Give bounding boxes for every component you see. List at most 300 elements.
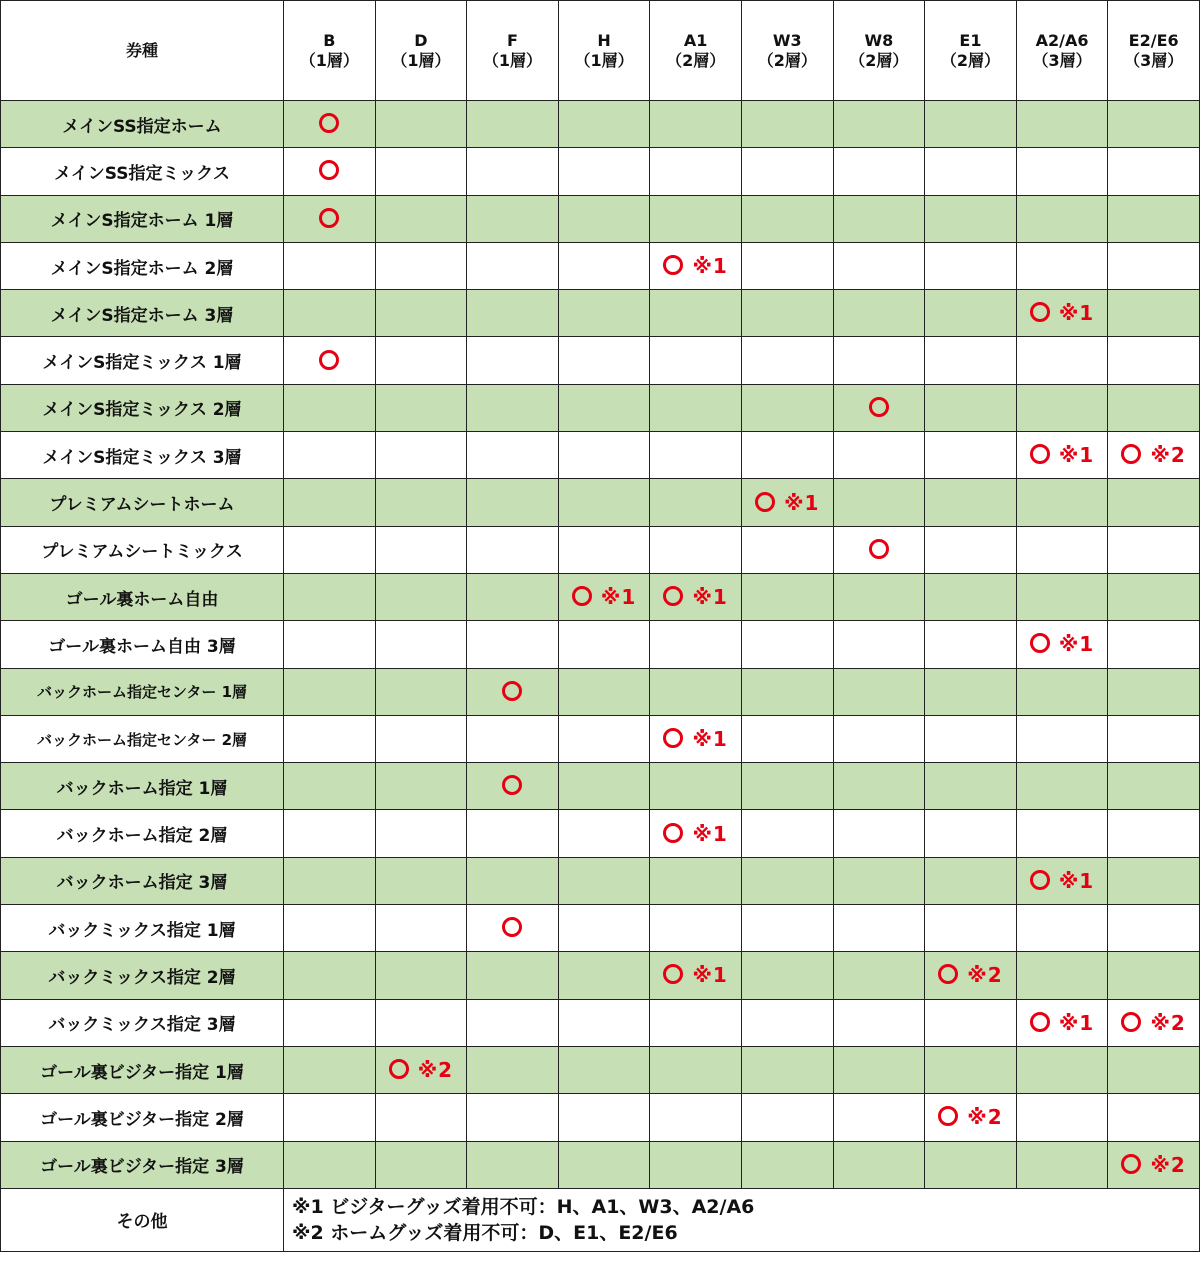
gate-name: E1 bbox=[959, 30, 982, 50]
gate-cell bbox=[833, 857, 925, 904]
table-row bbox=[1, 810, 1200, 857]
header-row bbox=[1, 1, 1200, 101]
circle-mark-icon bbox=[1121, 444, 1141, 464]
gate-cell bbox=[833, 242, 925, 289]
gate-cell bbox=[650, 337, 742, 384]
gate-cell bbox=[925, 242, 1017, 289]
gate-cell bbox=[741, 668, 833, 715]
gate-cell bbox=[925, 857, 1017, 904]
gate-cell bbox=[1108, 1094, 1200, 1141]
gate-floor: （1層） bbox=[299, 50, 359, 70]
circle-mark-icon bbox=[663, 255, 683, 275]
gate-cell bbox=[925, 148, 1017, 195]
gate-cell bbox=[741, 810, 833, 857]
circle-mark-icon bbox=[1030, 870, 1050, 890]
gate-cell bbox=[467, 621, 559, 668]
gate-cell bbox=[375, 432, 467, 479]
gate-cell bbox=[558, 857, 650, 904]
gate-cell bbox=[558, 573, 650, 620]
gate-cell bbox=[284, 1094, 376, 1141]
gate-cell bbox=[467, 526, 559, 573]
gate-cell bbox=[741, 573, 833, 620]
table-row bbox=[1, 763, 1200, 810]
gate-cell bbox=[558, 101, 650, 148]
gate-cell bbox=[467, 715, 559, 762]
ticket-type-cell: バックホーム指定 1層 bbox=[1, 763, 284, 810]
gate-cell bbox=[284, 668, 376, 715]
table-row bbox=[1, 573, 1200, 620]
gate-cell bbox=[284, 905, 376, 952]
gate-cell bbox=[467, 573, 559, 620]
gate-cell bbox=[741, 952, 833, 999]
gate-cell bbox=[1016, 905, 1108, 952]
gate-cell bbox=[1108, 337, 1200, 384]
gate-cell bbox=[558, 290, 650, 337]
gate-cell bbox=[833, 432, 925, 479]
gate-cell bbox=[650, 101, 742, 148]
gate-cell bbox=[925, 905, 1017, 952]
gate-cell bbox=[467, 857, 559, 904]
gate-cell bbox=[650, 290, 742, 337]
circle-mark-icon bbox=[319, 208, 339, 228]
gate-cell bbox=[650, 999, 742, 1046]
gate-cell bbox=[284, 763, 376, 810]
gate-cell bbox=[741, 195, 833, 242]
gate-cell bbox=[1016, 479, 1108, 526]
gate-cell bbox=[833, 715, 925, 762]
gate-cell bbox=[284, 573, 376, 620]
gate-name: F bbox=[507, 30, 518, 50]
circle-mark-icon bbox=[938, 964, 958, 984]
gate-cell bbox=[1016, 573, 1108, 620]
gate-cell bbox=[925, 763, 1017, 810]
note-reference: ※1 bbox=[1058, 632, 1095, 657]
gate-cell bbox=[375, 621, 467, 668]
gate-cell bbox=[741, 621, 833, 668]
gate-cell bbox=[650, 526, 742, 573]
table-row bbox=[1, 526, 1200, 573]
gate-cell bbox=[467, 290, 559, 337]
gate-cell bbox=[375, 1141, 467, 1188]
gate-floor: （2層） bbox=[940, 50, 1001, 70]
gate-cell bbox=[925, 621, 1017, 668]
gate-cell bbox=[650, 432, 742, 479]
ticket-type-cell: メインS指定ホーム 2層 bbox=[1, 242, 284, 289]
gate-cell bbox=[925, 810, 1017, 857]
gate-cell bbox=[375, 101, 467, 148]
gate-cell bbox=[833, 1046, 925, 1093]
gate-cell bbox=[833, 621, 925, 668]
ticket-type-cell: バックホーム指定センター 2層 bbox=[1, 715, 284, 762]
gate-cell bbox=[558, 621, 650, 668]
gate-cell bbox=[467, 148, 559, 195]
table-row bbox=[1, 905, 1200, 952]
gate-cell bbox=[650, 573, 742, 620]
gate-cell bbox=[833, 1141, 925, 1188]
note-reference: ※2 bbox=[1150, 1010, 1186, 1035]
gate-cell bbox=[467, 1046, 559, 1093]
circle-mark-icon bbox=[502, 681, 522, 701]
gate-cell bbox=[925, 1141, 1017, 1188]
gate-cell bbox=[558, 432, 650, 479]
notes-text bbox=[284, 1188, 1200, 1251]
ticket-type-cell: ゴール裏ビジター指定 2層 bbox=[1, 1094, 284, 1141]
table-row bbox=[1, 857, 1200, 904]
gate-cell bbox=[1016, 668, 1108, 715]
gate-cell bbox=[467, 810, 559, 857]
gate-cell bbox=[558, 195, 650, 242]
gate-cell bbox=[375, 668, 467, 715]
circle-mark-icon bbox=[1030, 1012, 1050, 1032]
gate-name: E2/E6 bbox=[1128, 30, 1179, 50]
gate-name: W3 bbox=[772, 30, 802, 50]
gate-cell bbox=[375, 479, 467, 526]
gate-name: W8 bbox=[864, 30, 894, 50]
gate-cell bbox=[284, 290, 376, 337]
gate-cell bbox=[833, 479, 925, 526]
gate-cell bbox=[375, 1046, 467, 1093]
gate-cell bbox=[558, 668, 650, 715]
gate-cell bbox=[925, 101, 1017, 148]
gate-cell bbox=[1108, 1141, 1200, 1188]
gate-cell bbox=[1016, 242, 1108, 289]
gate-cell bbox=[1016, 101, 1108, 148]
ticket-type-cell: プレミアムシートミックス bbox=[1, 526, 284, 573]
gate-cell bbox=[650, 810, 742, 857]
table-row bbox=[1, 432, 1200, 479]
gate-cell bbox=[558, 337, 650, 384]
ticket-type-cell: ゴール裏ホーム自由 3層 bbox=[1, 621, 284, 668]
gate-header bbox=[284, 1, 376, 101]
gate-cell bbox=[741, 999, 833, 1046]
gate-name: B bbox=[323, 30, 336, 50]
ticket-type-cell: メインS指定ミックス 1層 bbox=[1, 337, 284, 384]
gate-header bbox=[925, 1, 1017, 101]
gate-cell bbox=[467, 337, 559, 384]
gate-floor: （2層） bbox=[757, 50, 817, 70]
gate-cell bbox=[1108, 1046, 1200, 1093]
gate-cell bbox=[1016, 148, 1108, 195]
gate-cell bbox=[1108, 195, 1200, 242]
circle-mark-icon bbox=[1030, 302, 1050, 322]
gate-cell bbox=[1016, 290, 1108, 337]
note-reference: ※1 bbox=[1058, 1010, 1095, 1035]
gate-cell bbox=[558, 1141, 650, 1188]
gate-cell bbox=[284, 621, 376, 668]
circle-mark-icon bbox=[389, 1059, 409, 1079]
gate-cell bbox=[284, 432, 376, 479]
table-row bbox=[1, 148, 1200, 195]
gate-cell bbox=[467, 1094, 559, 1141]
gate-cell bbox=[1108, 384, 1200, 431]
gate-cell bbox=[833, 337, 925, 384]
note-reference: ※2 bbox=[1150, 443, 1186, 468]
ticket-type-cell: バックホーム指定 2層 bbox=[1, 810, 284, 857]
gate-cell bbox=[650, 479, 742, 526]
gate-name: A2/A6 bbox=[1035, 30, 1089, 50]
gate-cell bbox=[375, 573, 467, 620]
gate-cell bbox=[467, 384, 559, 431]
gate-cell bbox=[1016, 1046, 1108, 1093]
gate-header bbox=[558, 1, 650, 101]
gate-cell bbox=[284, 715, 376, 762]
gate-cell bbox=[650, 763, 742, 810]
gate-cell bbox=[650, 668, 742, 715]
gate-cell bbox=[925, 526, 1017, 573]
gate-cell bbox=[1108, 148, 1200, 195]
gate-cell bbox=[741, 384, 833, 431]
gate-cell bbox=[925, 999, 1017, 1046]
gate-cell bbox=[1108, 621, 1200, 668]
gate-cell bbox=[741, 905, 833, 952]
gate-cell bbox=[741, 479, 833, 526]
note-reference: ※1 bbox=[1058, 301, 1095, 326]
table-row bbox=[1, 101, 1200, 148]
gate-cell bbox=[558, 952, 650, 999]
note-reference: ※1 bbox=[600, 585, 637, 610]
table-row bbox=[1, 479, 1200, 526]
gate-cell bbox=[1016, 999, 1108, 1046]
note-reference: ※1 bbox=[692, 585, 728, 610]
gate-cell bbox=[925, 479, 1017, 526]
gate-cell bbox=[284, 101, 376, 148]
circle-mark-icon bbox=[869, 539, 889, 559]
table-row bbox=[1, 1094, 1200, 1141]
gate-cell bbox=[925, 432, 1017, 479]
note-reference: ※1 bbox=[692, 727, 728, 751]
gate-cell bbox=[833, 384, 925, 431]
gate-cell bbox=[741, 101, 833, 148]
gate-cell bbox=[1108, 952, 1200, 999]
gate-cell bbox=[925, 337, 1017, 384]
circle-mark-icon bbox=[502, 917, 522, 937]
gate-cell bbox=[284, 810, 376, 857]
gate-floor: （3層） bbox=[1032, 50, 1092, 70]
ticket-type-cell: メインS指定ホーム 1層 bbox=[1, 195, 284, 242]
gate-floor: （3層） bbox=[1124, 50, 1184, 70]
note-reference: ※1 bbox=[692, 821, 728, 846]
gate-cell bbox=[1016, 384, 1108, 431]
gate-cell bbox=[650, 1094, 742, 1141]
gate-name: H bbox=[597, 30, 611, 50]
note-reference: ※1 bbox=[692, 963, 728, 988]
gate-cell bbox=[375, 384, 467, 431]
gate-cell bbox=[650, 242, 742, 289]
gate-cell bbox=[1108, 905, 1200, 952]
gate-cell bbox=[467, 668, 559, 715]
ticket-type-cell: バックホーム指定センター 1層 bbox=[1, 668, 284, 715]
gate-cell bbox=[833, 195, 925, 242]
gate-cell bbox=[558, 715, 650, 762]
ticket-type-cell: メインSS指定ミックス bbox=[1, 148, 284, 195]
circle-mark-icon bbox=[1121, 1012, 1141, 1032]
gate-cell bbox=[467, 952, 559, 999]
gate-cell bbox=[1016, 195, 1108, 242]
gate-cell bbox=[1016, 621, 1108, 668]
gate-cell bbox=[1108, 763, 1200, 810]
gate-cell bbox=[650, 148, 742, 195]
gate-cell bbox=[467, 763, 559, 810]
gate-cell bbox=[467, 432, 559, 479]
gate-cell bbox=[833, 101, 925, 148]
note-reference: ※2 bbox=[1150, 1152, 1186, 1177]
gate-name: A1 bbox=[683, 30, 708, 50]
gate-cell bbox=[1108, 479, 1200, 526]
gate-cell bbox=[375, 242, 467, 289]
gate-cell bbox=[833, 952, 925, 999]
gate-cell bbox=[1016, 763, 1108, 810]
gate-cell bbox=[558, 526, 650, 573]
gate-cell bbox=[741, 242, 833, 289]
gate-cell bbox=[650, 384, 742, 431]
gate-cell bbox=[375, 999, 467, 1046]
table-row bbox=[1, 621, 1200, 668]
gate-cell bbox=[375, 526, 467, 573]
gate-cell bbox=[833, 148, 925, 195]
circle-mark-icon bbox=[319, 113, 339, 133]
ticket-type-cell: バックホーム指定 3層 bbox=[1, 857, 284, 904]
gate-cell bbox=[1016, 810, 1108, 857]
gate-cell bbox=[558, 1094, 650, 1141]
gate-cell bbox=[833, 905, 925, 952]
gate-cell bbox=[375, 148, 467, 195]
gate-cell bbox=[375, 337, 467, 384]
gate-floor: （2層） bbox=[666, 50, 726, 70]
gate-cell bbox=[741, 1046, 833, 1093]
gate-cell bbox=[741, 432, 833, 479]
table-row bbox=[1, 668, 1200, 715]
gate-cell bbox=[741, 715, 833, 762]
gate-cell bbox=[741, 526, 833, 573]
note-1: ※1 ビジターグッズ着用不可：H、A1、W3、A2/A6 bbox=[292, 1195, 755, 1218]
gate-cell bbox=[558, 384, 650, 431]
gate-cell bbox=[558, 242, 650, 289]
gate-header bbox=[833, 1, 925, 101]
ticket-type-header: 券種 bbox=[1, 1, 284, 101]
gate-cell bbox=[650, 952, 742, 999]
gate-cell bbox=[558, 763, 650, 810]
gate-cell bbox=[741, 1094, 833, 1141]
table-row bbox=[1, 290, 1200, 337]
ticket-type-cell: プレミアムシートホーム bbox=[1, 479, 284, 526]
circle-mark-icon bbox=[572, 586, 592, 606]
gate-header bbox=[1016, 1, 1108, 101]
ticket-type-cell: ゴール裏ビジター指定 1層 bbox=[1, 1046, 284, 1093]
gate-cell bbox=[925, 290, 1017, 337]
gate-cell bbox=[833, 810, 925, 857]
table-row bbox=[1, 242, 1200, 289]
gate-cell bbox=[650, 195, 742, 242]
gate-cell bbox=[650, 1141, 742, 1188]
gate-cell bbox=[925, 668, 1017, 715]
circle-mark-icon bbox=[755, 492, 775, 512]
gate-cell bbox=[925, 952, 1017, 999]
gate-cell bbox=[1108, 999, 1200, 1046]
ticket-type-cell: メインSS指定ホーム bbox=[1, 101, 284, 148]
gate-cell bbox=[1016, 1094, 1108, 1141]
gate-cell bbox=[650, 1046, 742, 1093]
gate-cell bbox=[284, 999, 376, 1046]
gate-cell bbox=[558, 905, 650, 952]
gate-cell bbox=[1108, 290, 1200, 337]
gate-cell bbox=[925, 195, 1017, 242]
circle-mark-icon bbox=[1030, 444, 1050, 464]
table-row bbox=[1, 195, 1200, 242]
gate-cell bbox=[650, 857, 742, 904]
gate-cell bbox=[467, 1141, 559, 1188]
gate-cell bbox=[1016, 337, 1108, 384]
gate-cell bbox=[375, 952, 467, 999]
ticket-type-cell: ゴール裏ビジター指定 3層 bbox=[1, 1141, 284, 1188]
ticket-type-cell: バックミックス指定 1層 bbox=[1, 905, 284, 952]
ticket-type-cell: メインS指定ホーム 3層 bbox=[1, 290, 284, 337]
table-row bbox=[1, 715, 1200, 762]
gate-cell bbox=[741, 290, 833, 337]
gate-cell bbox=[1108, 101, 1200, 148]
ticket-type-cell: バックミックス指定 2層 bbox=[1, 952, 284, 999]
gate-cell bbox=[650, 715, 742, 762]
gate-cell bbox=[467, 999, 559, 1046]
gate-cell bbox=[1108, 857, 1200, 904]
gate-cell bbox=[1108, 668, 1200, 715]
gate-cell bbox=[375, 290, 467, 337]
gate-cell bbox=[284, 148, 376, 195]
gate-floor: （1層） bbox=[574, 50, 634, 70]
note-reference: ※2 bbox=[967, 963, 1003, 988]
gate-cell bbox=[284, 384, 376, 431]
gate-cell bbox=[558, 810, 650, 857]
table-row bbox=[1, 1046, 1200, 1093]
gate-cell bbox=[558, 999, 650, 1046]
circle-mark-icon bbox=[1121, 1154, 1141, 1174]
gate-cell bbox=[284, 1046, 376, 1093]
gate-cell bbox=[284, 857, 376, 904]
note-reference: ※1 bbox=[784, 490, 820, 515]
gate-cell bbox=[741, 857, 833, 904]
gate-cell bbox=[925, 1046, 1017, 1093]
gate-cell bbox=[741, 1141, 833, 1188]
ticket-type-cell: ゴール裏ホーム自由 bbox=[1, 573, 284, 620]
gate-cell bbox=[833, 573, 925, 620]
gate-cell bbox=[833, 668, 925, 715]
note-reference: ※1 bbox=[1058, 443, 1095, 468]
gate-cell bbox=[284, 337, 376, 384]
gate-cell bbox=[1016, 432, 1108, 479]
ticket-type-cell: メインS指定ミックス 2層 bbox=[1, 384, 284, 431]
gate-floor: （1層） bbox=[482, 50, 543, 70]
gate-cell bbox=[1016, 715, 1108, 762]
gate-cell bbox=[833, 999, 925, 1046]
gate-cell bbox=[375, 857, 467, 904]
gate-cell bbox=[375, 905, 467, 952]
gate-cell bbox=[284, 526, 376, 573]
gate-cell bbox=[1108, 526, 1200, 573]
gate-cell bbox=[375, 715, 467, 762]
gate-cell bbox=[284, 1141, 376, 1188]
gate-header bbox=[741, 1, 833, 101]
gate-cell bbox=[284, 952, 376, 999]
ticket-type-cell: メインS指定ミックス 3層 bbox=[1, 432, 284, 479]
gate-cell bbox=[1108, 573, 1200, 620]
gate-cell bbox=[375, 1094, 467, 1141]
gate-floor: （1層） bbox=[391, 50, 451, 70]
gate-cell bbox=[650, 621, 742, 668]
gate-cell bbox=[375, 810, 467, 857]
table-row bbox=[1, 384, 1200, 431]
gate-cell bbox=[1016, 1141, 1108, 1188]
gate-cell bbox=[1108, 432, 1200, 479]
circle-mark-icon bbox=[319, 160, 339, 180]
